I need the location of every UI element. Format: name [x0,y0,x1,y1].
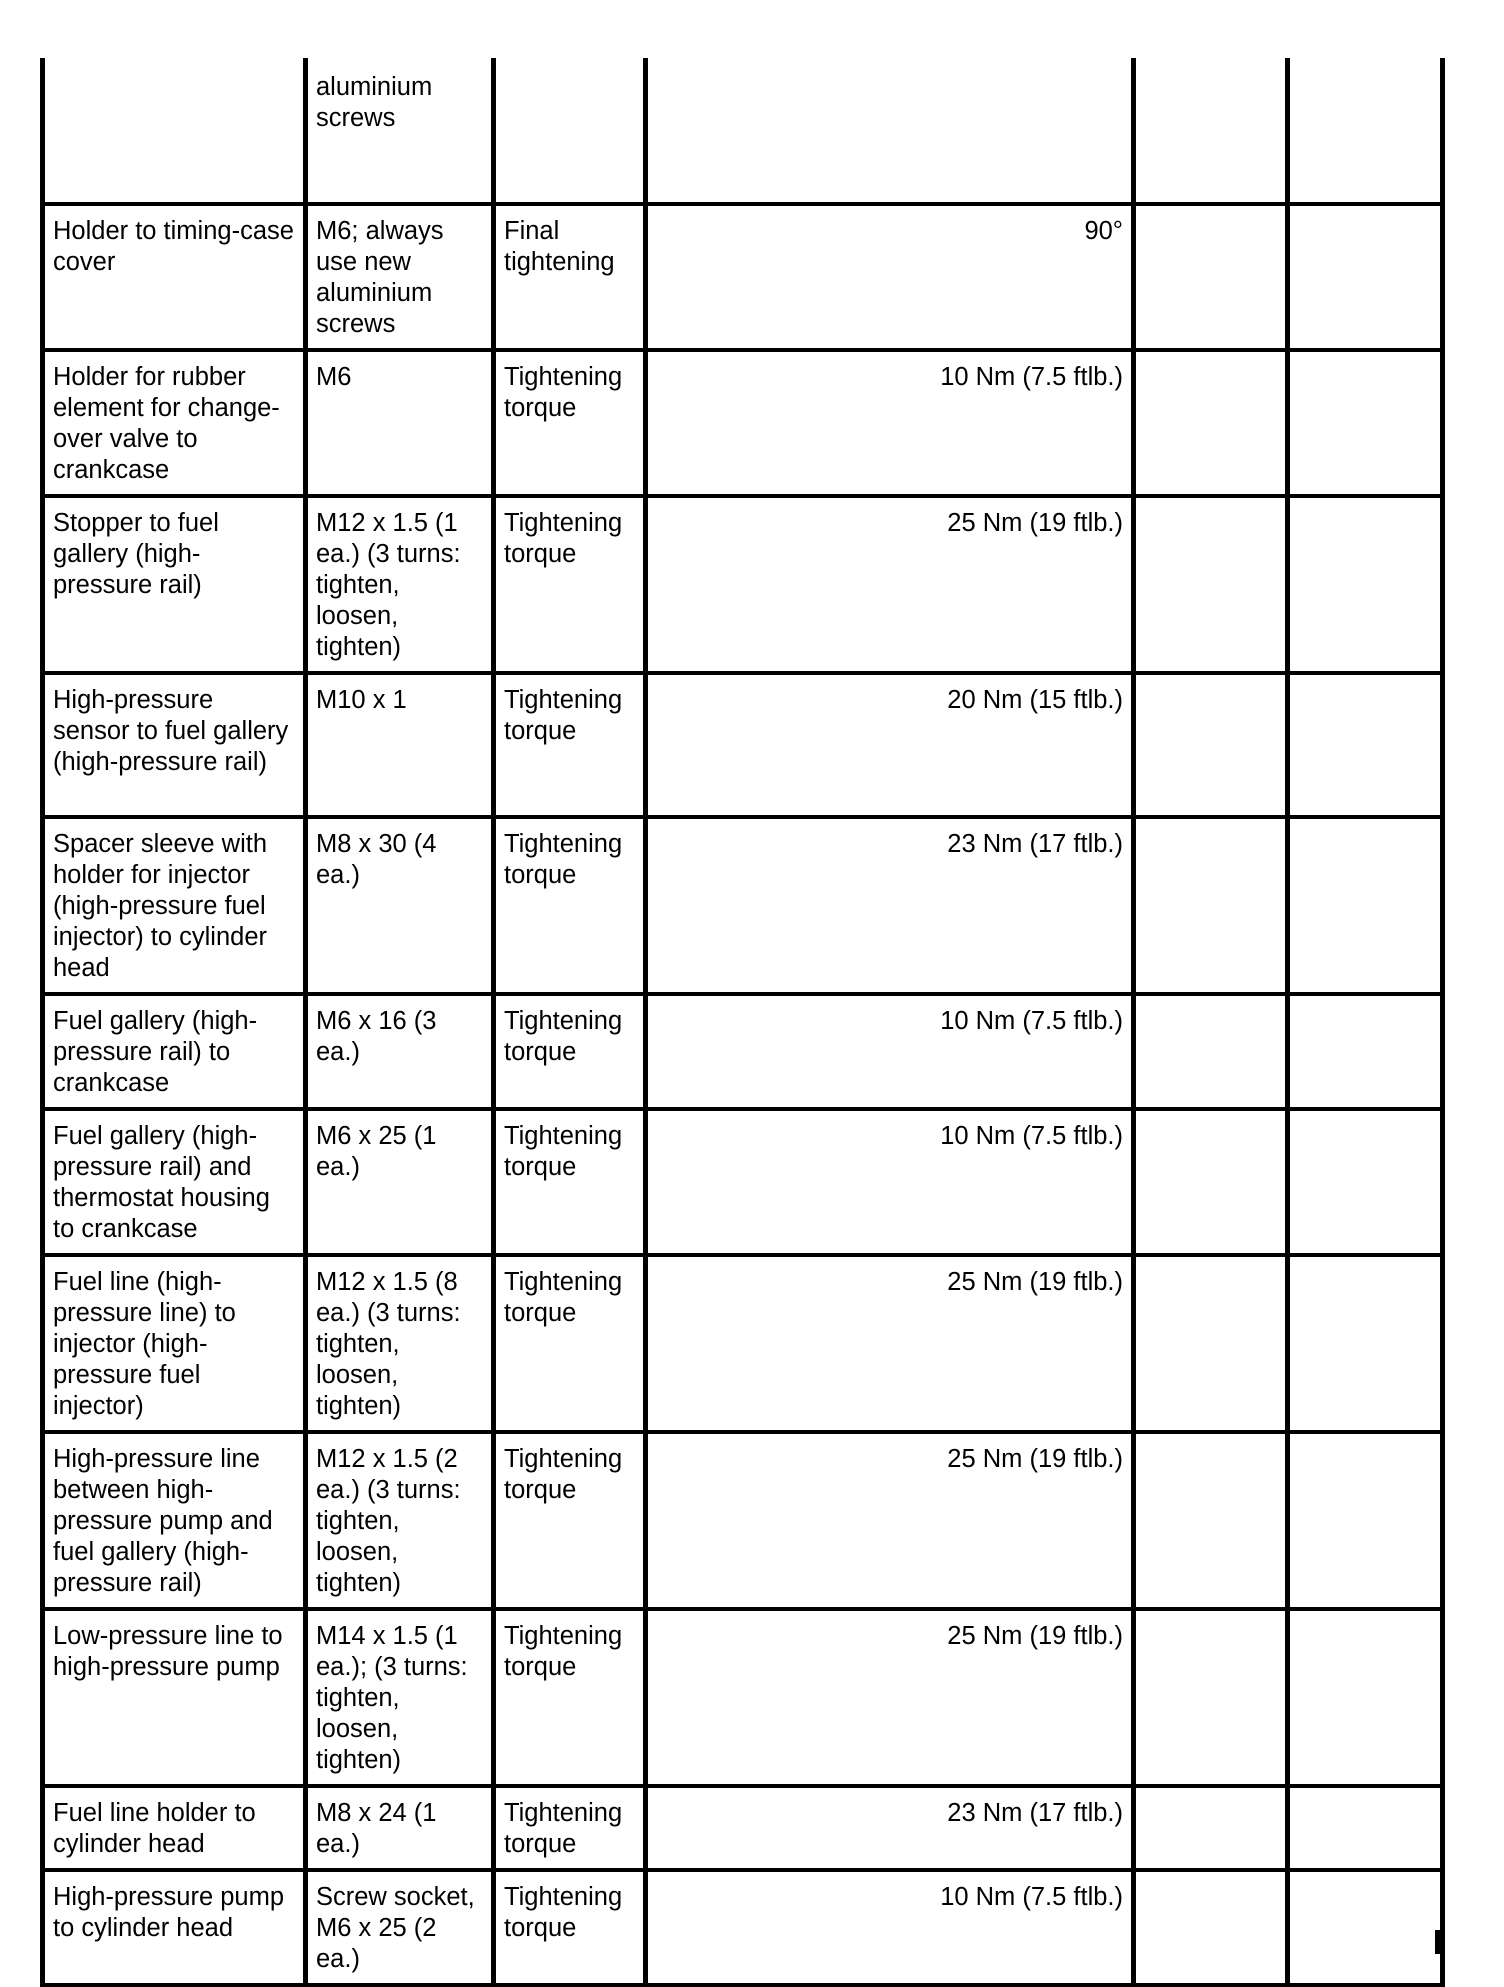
table-row [43,1432,1443,1609]
component-cell: Holder to timing-case cover [43,204,306,350]
empty-cell [1288,1786,1443,1870]
component-cell: Fuel line (high-pressure line) to injector (high-pressure fuel injector) [43,1255,306,1432]
table-row [43,994,1443,1109]
empty-cell [1288,204,1443,350]
tightening-type-cell: Tightening torque [494,496,646,673]
torque-value-cell: 10 Nm (7.5 ftlb.) [646,350,1134,496]
torque-value-cell: 10 Nm (7.5 ftlb.) [646,1870,1134,1985]
table-continuation-lines [40,1930,1440,1954]
empty-cell [1134,1870,1288,1985]
fastener-cell: M14 x 1.5 (1 ea.); (3 turns: tighten, loosen, tighten) [306,1609,494,1786]
fastener-cell: M8 x 24 (1 ea.) [306,1786,494,1870]
component-cell: High-pressure sensor to fuel gallery (high-pressure rail) [43,673,306,817]
empty-cell [1288,1432,1443,1609]
table-row [43,1786,1443,1870]
table-row [43,1609,1443,1786]
empty-cell [1134,1109,1288,1255]
fastener-cell: M12 x 1.5 (8 ea.) (3 turns: tighten, loosen, tighten) [306,1255,494,1432]
component-cell: Fuel gallery (high-pressure rail) to crankcase [43,994,306,1109]
empty-cell [1288,1109,1443,1255]
empty-cell [1288,1609,1443,1786]
tightening-type-cell: Tightening torque [494,1109,646,1255]
tightening-type-cell: Tightening torque [494,350,646,496]
component-cell: Spacer sleeve with holder for injector (high-pressure fuel injector) to cylinder head [43,817,306,994]
tightening-type-cell: Tightening torque [494,1786,646,1870]
tightening-type-cell: Tightening torque [494,1870,646,1985]
component-cell: Stopper to fuel gallery (high-pressure rail) [43,496,306,673]
empty-cell [1134,817,1288,994]
empty-cell [1134,994,1288,1109]
torque-value-cell: 25 Nm (19 ftlb.) [646,1255,1134,1432]
empty-cell [1288,496,1443,673]
torque-value-cell: 10 Nm (7.5 ftlb.) [646,994,1134,1109]
empty-cell [1134,1609,1288,1786]
torque-value-cell: 25 Nm (19 ftlb.) [646,1609,1134,1786]
torque-value-cell: 20 Nm (15 ftlb.) [646,673,1134,817]
column-divider [491,1930,496,1954]
empty-cell [1134,204,1288,350]
tightening-type-cell: Final tightening [494,204,646,350]
empty-cell [1288,350,1443,496]
tightening-type-cell: Tightening torque [494,994,646,1109]
column-divider [1131,1930,1136,1954]
empty-cell [1288,58,1443,204]
fastener-cell: M6 x 16 (3 ea.) [306,994,494,1109]
component-cell: Holder for rubber element for change-over valve to crankcase [43,350,306,496]
table-row [43,1870,1443,1985]
table-row [43,204,1443,350]
empty-cell [1288,1255,1443,1432]
table-row [43,1255,1443,1432]
torque-value-cell: 23 Nm (17 ftlb.) [646,817,1134,994]
tightening-type-cell: Tightening torque [494,1609,646,1786]
column-divider [1285,1930,1290,1954]
empty-cell [1288,673,1443,817]
table-row [43,673,1443,817]
fastener-cell: M10 x 1 [306,673,494,817]
torque-value-cell: 25 Nm (19 ftlb.) [646,1432,1134,1609]
component-cell: High-pressure line between high-pressure pump and fuel gallery (high-pressure rail) [43,1432,306,1609]
table-row [43,350,1443,496]
empty-cell [1134,1786,1288,1870]
table-row [43,817,1443,994]
torque-spec-table [40,58,1445,1987]
empty-cell [1134,1432,1288,1609]
component-cell: Low-pressure line to high-pressure pump [43,1609,306,1786]
torque-value-cell [646,58,1134,204]
fastener-cell: aluminium screws [306,58,494,204]
empty-cell [1134,673,1288,817]
fastener-cell: M6 x 25 (1 ea.) [306,1109,494,1255]
component-cell [43,58,306,204]
table-row [43,58,1443,204]
torque-value-cell: 25 Nm (19 ftlb.) [646,496,1134,673]
column-divider [40,1930,45,1954]
fastener-cell: Screw socket, M6 x 25 (2 ea.) [306,1870,494,1985]
empty-cell [1134,1255,1288,1432]
fastener-cell: M8 x 30 (4 ea.) [306,817,494,994]
column-divider [643,1930,648,1954]
empty-cell [1288,1870,1443,1985]
empty-cell [1134,58,1288,204]
component-cell: High-pressure pump to cylinder head [43,1870,306,1985]
empty-cell [1134,350,1288,496]
empty-cell [1288,817,1443,994]
tightening-type-cell: Tightening torque [494,817,646,994]
table-row [43,1109,1443,1255]
column-divider [303,1930,308,1954]
fastener-cell: M6 [306,350,494,496]
torque-value-cell: 90° [646,204,1134,350]
fastener-cell: M6; always use new aluminium screws [306,204,494,350]
empty-cell [1134,496,1288,673]
component-cell: Fuel line holder to cylinder head [43,1786,306,1870]
empty-cell [1288,994,1443,1109]
fastener-cell: M12 x 1.5 (2 ea.) (3 turns: tighten, loosen, tighten) [306,1432,494,1609]
tightening-type-cell [494,58,646,204]
table-row [43,496,1443,673]
tightening-type-cell: Tightening torque [494,1432,646,1609]
tightening-type-cell: Tightening torque [494,673,646,817]
component-cell: Fuel gallery (high-pressure rail) and thermostat housing to crankcase [43,1109,306,1255]
torque-value-cell: 10 Nm (7.5 ftlb.) [646,1109,1134,1255]
tightening-type-cell: Tightening torque [494,1255,646,1432]
fastener-cell: M12 x 1.5 (1 ea.) (3 turns: tighten, loosen, tighten) [306,496,494,673]
torque-value-cell: 23 Nm (17 ftlb.) [646,1786,1134,1870]
column-divider [1435,1930,1440,1954]
